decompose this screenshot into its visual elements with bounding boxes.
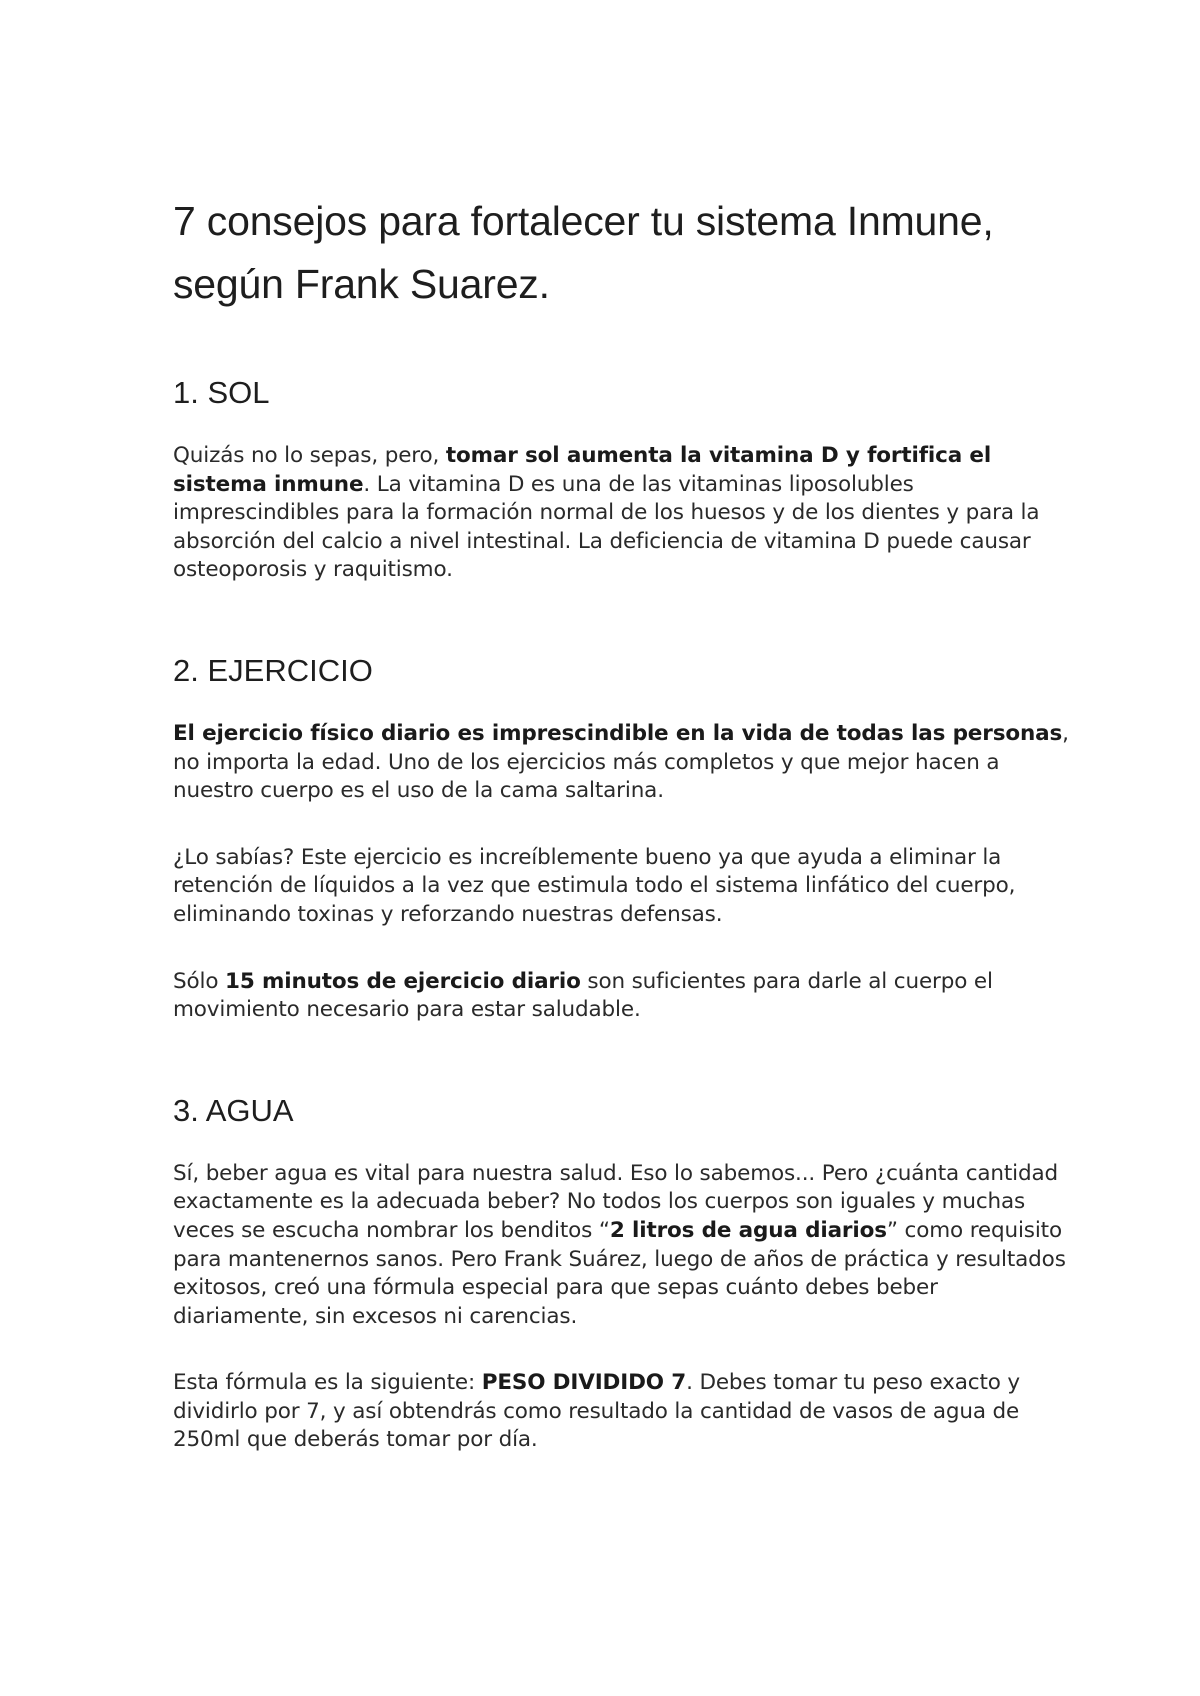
paragraph xyxy=(173,968,1073,1025)
text-run: son suficientes para darle al cuerpo el movimiento necesario para estar saludable. xyxy=(173,968,993,1023)
text-run: Sólo xyxy=(173,968,226,994)
text-run: Sí, beber agua es vital para nuestra salud. Eso lo sabemos... Pero ¿cuánta cantidad exactamente es la adecuada beber? No todos los cuerpos son iguales y muchas veces se escucha nombrar los benditos “ xyxy=(173,1160,1059,1243)
text-run: , no importa la edad. Uno de los ejercicios más completos y que mejor hacen a nuestro cuerpo es el uso de la cama saltarina. xyxy=(173,720,1069,804)
text-run: . La vitamina D es una de las vitaminas liposolubles imprescindibles para la formación normal de los huesos y de los dientes y para la absorción del calcio a nivel intestinal. La deficiencia de vitamina D puede causar osteoporosis y raquitismo. xyxy=(173,471,1040,583)
text-run: ” como requisito para mantenernos sanos. Pero Frank Suárez, luego de años de práctica y resultados exitosos, creó una fórmula especial para que sepas cuánto debes beber diariamente, sin excesos ni carencias. xyxy=(173,1217,1066,1329)
section-heading: 1. SOL xyxy=(173,375,270,410)
bold-text-run: 2 litros de agua diarios xyxy=(609,1217,887,1243)
bold-text-run: 15 minutos de ejercicio diario xyxy=(225,968,581,994)
section-heading: 2. EJERCICIO xyxy=(173,652,373,688)
paragraph xyxy=(173,720,1073,806)
document-page xyxy=(173,190,1073,1493)
section-agua xyxy=(173,1091,1073,1455)
section-ejercicio xyxy=(173,651,1073,1025)
paragraph xyxy=(173,844,1073,930)
paragraph xyxy=(173,1369,1073,1455)
document-title: 7 consejos para fortalecer tu sistema Inmune, según Frank Suarez. xyxy=(173,198,994,307)
section-sol xyxy=(173,373,1073,585)
text-run: ¿Lo sabías? Este ejercicio es increíblemente bueno ya que ayuda a eliminar la retención de líquidos a la vez que estimula todo el sistema linfático del cuerpo, eliminando toxinas y reforzando nuestras defensas. xyxy=(173,844,1016,927)
text-run: Esta fórmula es la siguiente: xyxy=(173,1370,482,1396)
text-run: Quizás no lo sepas, pero, xyxy=(173,443,446,468)
paragraph xyxy=(173,442,1073,585)
bold-text-run: PESO DIVIDIDO 7 xyxy=(481,1370,687,1396)
paragraph xyxy=(173,1160,1073,1332)
section-heading: 3. AGUA xyxy=(173,1092,294,1128)
text-run: . Debes tomar tu peso exacto y dividirlo por 7, y así obtendrás como resultado la cantidad de vasos de agua de 250ml que deberás tomar por día. xyxy=(173,1370,1020,1453)
bold-text-run: tomar sol aumenta la vitamina D y fortifica el sistema inmune xyxy=(173,443,992,497)
bold-text-run: El ejercicio físico diario es imprescindible en la vida de todas las personas xyxy=(173,720,1063,746)
